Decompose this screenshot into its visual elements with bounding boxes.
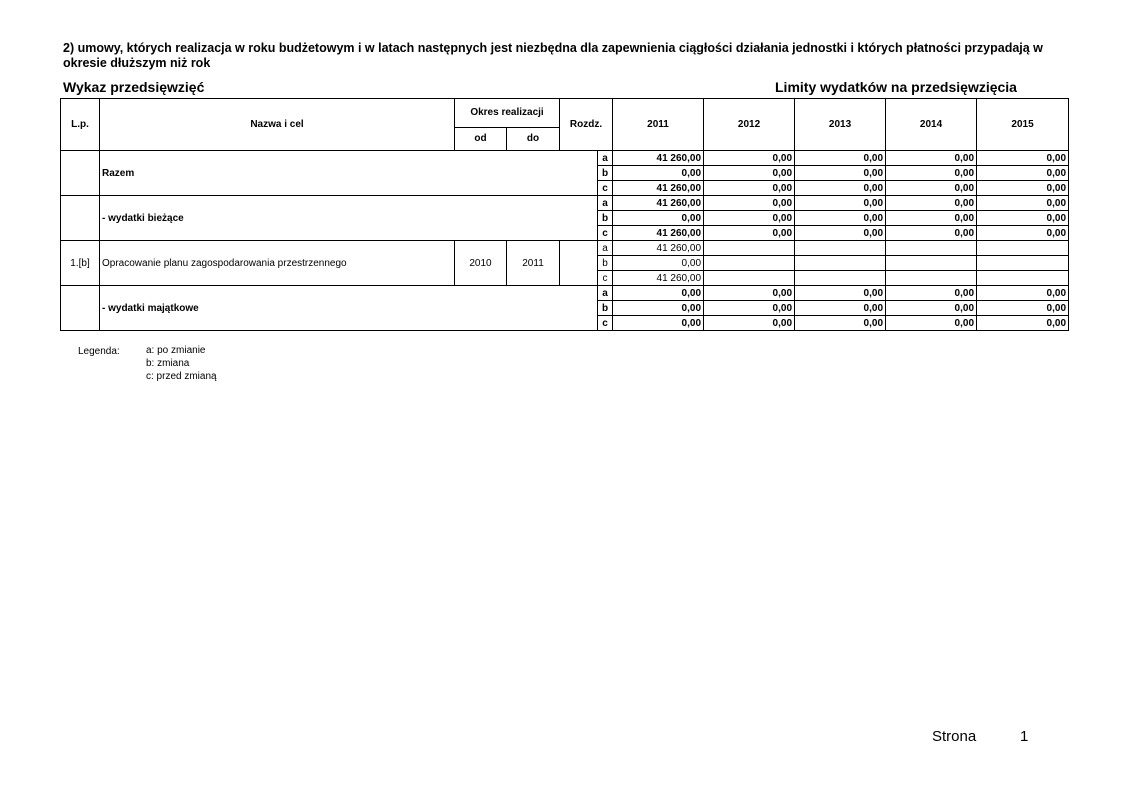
header-section: Rozdz. [560,99,613,151]
cell-value-2014 [886,256,977,271]
page-label: Strona [932,728,977,745]
cell-value-2014 [886,241,977,256]
legend-label: Legenda: [78,346,120,357]
table-row [61,196,1069,211]
cell-value-2013: 0,00 [795,301,886,316]
cell-value-2013: 0,00 [795,316,886,331]
cell-value-2014: 0,00 [886,286,977,301]
cell-value-2015: 0,00 [977,316,1069,331]
table-row [61,151,1069,166]
cell-value-2013: 0,00 [795,226,886,241]
cell-value-2014: 0,00 [886,301,977,316]
document-heading: 2) umowy, których realizacja w roku budżetowym i w latach następnych jest niezbędna dla zapewnienia ciągłości działania jednostki i których płatności przypadają w okresie dłuższym niż rok [63,41,1043,70]
cell-value-2012: 0,00 [704,196,795,211]
cell-lp [61,196,100,241]
cell-name: - wydatki majątkowe [100,286,598,331]
cell-value-2013: 0,00 [795,286,886,301]
header-year-2015: 2015 [977,99,1069,151]
cell-value-2013 [795,271,886,286]
cell-variant: c [598,181,613,196]
cell-value-2011: 0,00 [613,286,704,301]
cell-value-2014: 0,00 [886,196,977,211]
cell-variant: a [598,286,613,301]
cell-value-2015: 0,00 [977,196,1069,211]
cell-value-2011: 0,00 [613,316,704,331]
projects-list-title: Wykaz przedsięwzięć [63,79,205,95]
cell-value-2015: 0,00 [977,211,1069,226]
cell-value-2011: 41 260,00 [613,196,704,211]
cell-value-2012 [704,271,795,286]
cell-value-2013: 0,00 [795,166,886,181]
header-year-2011: 2011 [613,99,704,151]
page-number: 1 [1020,728,1029,745]
legend-item-c: c: przed zmianą [146,371,217,382]
cell-value-2011: 41 260,00 [613,181,704,196]
cell-value-2013 [795,256,886,271]
cell-value-2011: 41 260,00 [613,151,704,166]
header-year-2014: 2014 [886,99,977,151]
cell-variant: c [598,226,613,241]
table-row [61,286,1069,301]
cell-from: 2010 [455,241,507,286]
header-name: Nazwa i cel [100,99,455,151]
cell-name: Razem [100,151,598,196]
header-to: do [507,127,560,150]
cell-value-2015: 0,00 [977,301,1069,316]
cell-value-2015: 0,00 [977,226,1069,241]
cell-value-2012: 0,00 [704,181,795,196]
cell-value-2013: 0,00 [795,181,886,196]
cell-variant: c [598,316,613,331]
cell-value-2011: 41 260,00 [613,226,704,241]
cell-lp [61,151,100,196]
legend-item-a: a: po zmianie [146,345,206,356]
cell-value-2011: 0,00 [613,211,704,226]
header-year-2013: 2013 [795,99,886,151]
header-period: Okres realizacji [455,99,560,128]
cell-to: 2011 [507,241,560,286]
cell-value-2014: 0,00 [886,211,977,226]
cell-value-2011: 0,00 [613,256,704,271]
header-from: od [455,127,507,150]
cell-variant: a [598,241,613,256]
expense-limits-title: Limity wydatków na przedsięwzięcia [775,79,1017,95]
cell-variant: b [598,301,613,316]
cell-value-2014: 0,00 [886,226,977,241]
cell-value-2012 [704,241,795,256]
cell-value-2015 [977,256,1069,271]
cell-value-2011: 41 260,00 [613,241,704,256]
cell-value-2011: 41 260,00 [613,271,704,286]
cell-value-2015 [977,271,1069,286]
legend-item-b: b: zmiana [146,358,190,369]
header-year-2012: 2012 [704,99,795,151]
cell-value-2012: 0,00 [704,286,795,301]
table-body [61,151,1069,331]
cell-value-2013: 0,00 [795,196,886,211]
cell-variant: b [598,256,613,271]
cell-value-2012: 0,00 [704,211,795,226]
cell-value-2014: 0,00 [886,166,977,181]
cell-variant: c [598,271,613,286]
cell-value-2012 [704,256,795,271]
cell-variant: b [598,166,613,181]
cell-value-2015: 0,00 [977,151,1069,166]
cell-lp: 1.[b] [61,241,100,286]
cell-value-2014 [886,271,977,286]
projects-table [60,98,1069,331]
cell-value-2015: 0,00 [977,181,1069,196]
cell-variant: a [598,196,613,211]
cell-name: Opracowanie planu zagospodarowania przestrzennego [100,241,455,286]
cell-value-2012: 0,00 [704,151,795,166]
cell-value-2012: 0,00 [704,226,795,241]
cell-value-2014: 0,00 [886,151,977,166]
cell-value-2012: 0,00 [704,166,795,181]
cell-variant: a [598,151,613,166]
header-lp: L.p. [61,99,100,151]
cell-value-2012: 0,00 [704,301,795,316]
cell-value-2014: 0,00 [886,316,977,331]
cell-value-2015: 0,00 [977,286,1069,301]
cell-variant: b [598,211,613,226]
cell-lp [61,286,100,331]
legend [146,344,217,383]
cell-section [560,241,598,286]
cell-name: - wydatki bieżące [100,196,598,241]
cell-value-2015: 0,00 [977,166,1069,181]
cell-value-2013: 0,00 [795,151,886,166]
cell-value-2012: 0,00 [704,316,795,331]
cell-value-2011: 0,00 [613,301,704,316]
cell-value-2015 [977,241,1069,256]
cell-value-2011: 0,00 [613,166,704,181]
table-row [61,241,1069,256]
cell-value-2013 [795,241,886,256]
cell-value-2013: 0,00 [795,211,886,226]
cell-value-2014: 0,00 [886,181,977,196]
